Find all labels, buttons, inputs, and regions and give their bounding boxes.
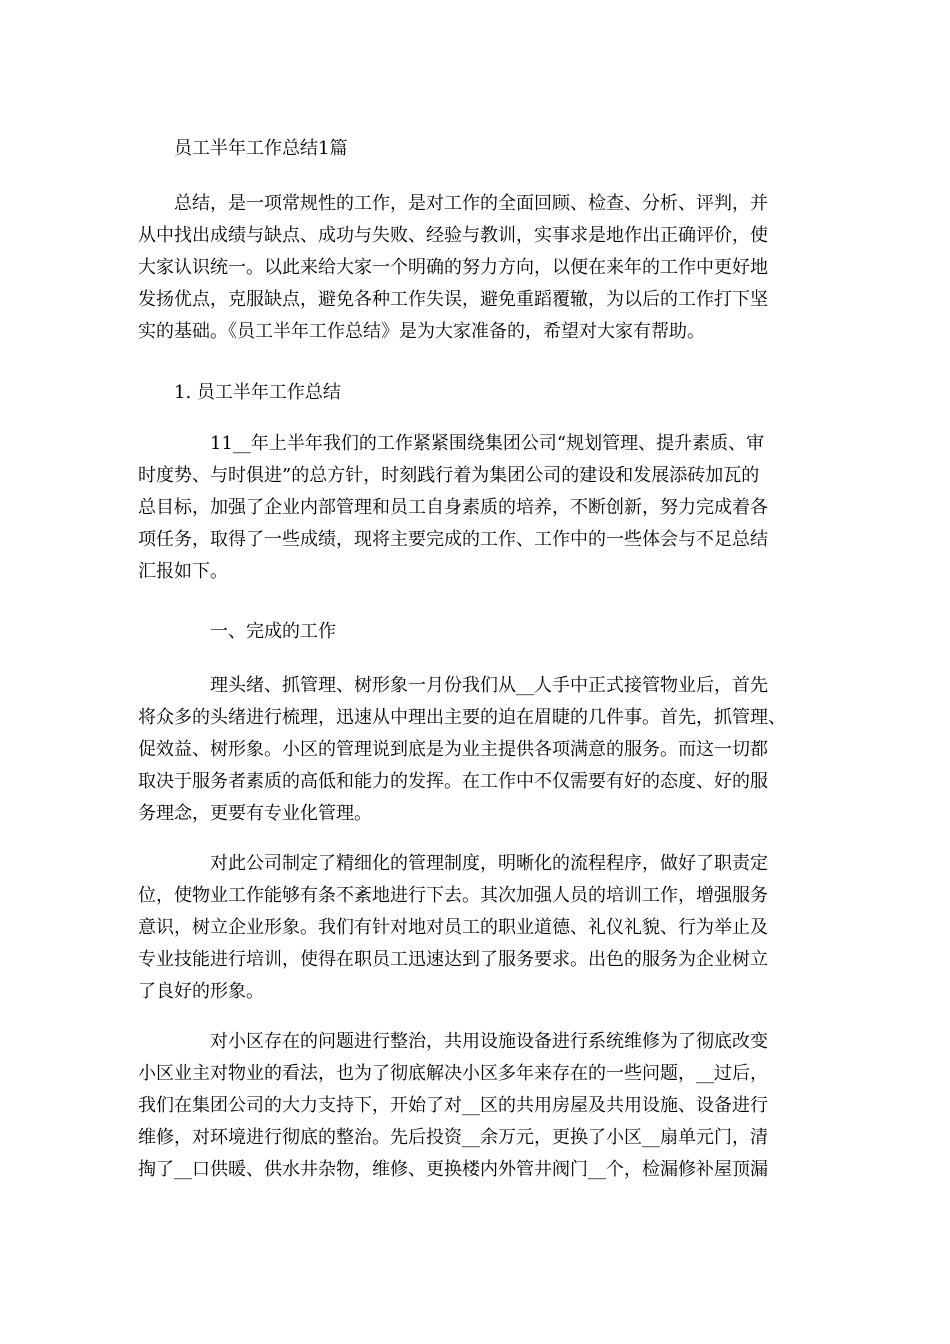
paragraph-line: 汇报如下。 bbox=[138, 561, 228, 582]
subheading-completed-work: 一、完成的工作 bbox=[210, 621, 336, 642]
paragraph-line: 专业技能进行培训，使得在职员工迅速达到了服务要求。出色的服务为企业树立 bbox=[138, 949, 768, 970]
paragraph-line: 掏了__口供暖、供水井杂物，维修、更换楼内外管井阀门__个，检漏修补屋顶漏 bbox=[138, 1159, 768, 1180]
paragraph-line: 理头绪、抓管理、树形象一月份我们从__人手中正式接管物业后，首先 bbox=[210, 675, 768, 696]
paragraph-line: 务理念，更要有专业化管理。 bbox=[138, 803, 372, 824]
paragraph-line: 维修，对环境进行彻底的整治。先后投资__余万元，更换了小区__扇单元门，清 bbox=[138, 1127, 768, 1148]
intro-line: 发扬优点，克服缺点，避免各种工作失误，避免重蹈覆辙，为以后的工作打下坚 bbox=[138, 289, 768, 310]
paragraph-2 bbox=[138, 670, 808, 830]
paragraph-line: 小区业主对物业的看法，也为了彻底解决小区多年来存在的一些问题，__过后， bbox=[138, 1063, 768, 1084]
paragraph-line: 总目标，加强了企业内部管理和员工自身素质的培养，不断创新，努力完成着各 bbox=[138, 497, 768, 518]
paragraph-3 bbox=[138, 848, 808, 1008]
intro-paragraph bbox=[138, 188, 808, 348]
paragraph-line: 项任务，取得了一些成绩，现将主要完成的工作、工作中的一些体会与不足总结 bbox=[138, 529, 768, 550]
section-heading: 1. 员工半年工作总结 bbox=[174, 382, 341, 403]
paragraph-line: 对小区存在的问题进行整治，共用设施设备进行系统维修为了彻底改变 bbox=[210, 1031, 768, 1052]
paragraph-line: 将众多的头绪进行梳理，迅速从中理出主要的迫在眉睫的几件事。首先，抓管理、 bbox=[138, 707, 786, 728]
paragraph-line: 11__年上半年我们的工作紧紧围绕集团公司“规划管理、提升素质、审 bbox=[210, 433, 765, 454]
paragraph-line: 了良好的形象。 bbox=[138, 981, 264, 1002]
paragraph-line: 我们在集团公司的大力支持下，开始了对__区的共用房屋及共用设施、设备进行 bbox=[138, 1095, 768, 1116]
intro-line: 总结，是一项常规性的工作，是对工作的全面回顾、检查、分析、评判，并 bbox=[174, 193, 768, 214]
paragraph-4 bbox=[138, 1026, 808, 1186]
paragraph-line: 意识，树立企业形象。我们有针对地对员工的职业道德、礼仪礼貌、行为举止及 bbox=[138, 917, 768, 938]
document-title: 员工半年工作总结1篇 bbox=[174, 138, 348, 159]
paragraph-1 bbox=[138, 428, 808, 588]
paragraph-line: 对此公司制定了精细化的管理制度，明晰化的流程程序，做好了职责定 bbox=[210, 853, 768, 874]
paragraph-line: 取决于服务者素质的高低和能力的发挥。在工作中不仅需要有好的态度、好的服 bbox=[138, 771, 768, 792]
intro-line: 大家认识统一。以此来给大家一个明确的努力方向，以便在来年的工作中更好地 bbox=[138, 257, 768, 278]
intro-line: 从中找出成绩与缺点、成功与失败、经验与教训，实事求是地作出正确评价，使 bbox=[138, 225, 768, 246]
intro-line: 实的基础。《员工半年工作总结》是为大家准备的，希望对大家有帮助。 bbox=[138, 321, 705, 342]
paragraph-line: 时度势、与时俱进”的总方针，时刻践行着为集团公司的建设和发展添砖加瓦的 bbox=[138, 465, 760, 486]
paragraph-line: 促效益、树形象。小区的管理说到底是为业主提供各项满意的服务。而这一切都 bbox=[138, 739, 768, 760]
paragraph-line: 位，使物业工作能够有条不紊地进行下去。其次加强人员的培训工作，增强服务 bbox=[138, 885, 768, 906]
document-page bbox=[138, 0, 808, 1344]
